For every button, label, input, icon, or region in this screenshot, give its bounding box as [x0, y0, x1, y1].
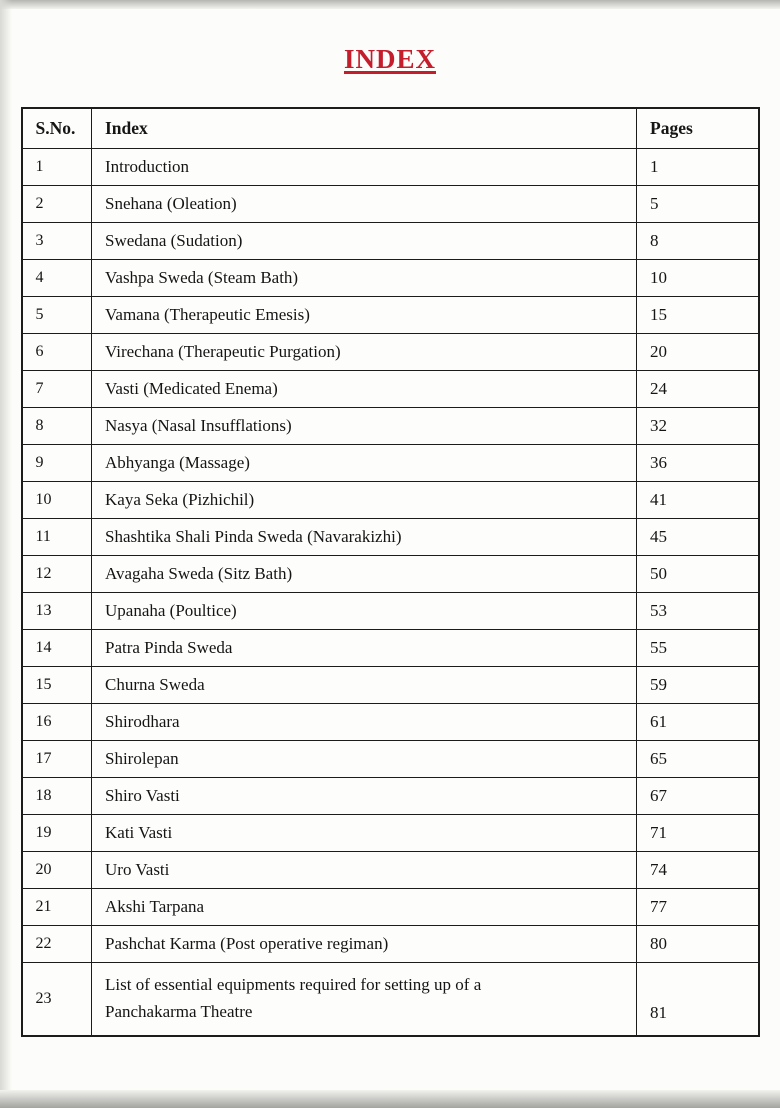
index-cell: Shashtika Shali Pinda Sweda (Navarakizhi) [92, 518, 637, 555]
table-row [22, 481, 759, 518]
pages-cell: 71 [637, 814, 759, 851]
sno-cell: 1 [22, 148, 92, 185]
sno-cell: 20 [22, 851, 92, 888]
pages-cell: 36 [637, 444, 759, 481]
table-row [22, 925, 759, 962]
index-cell: List of essential equipments required for setting up of a Panchakarma Theatre [92, 962, 637, 1036]
index-table-body [22, 148, 759, 1036]
index-cell: Vamana (Therapeutic Emesis) [92, 296, 637, 333]
index-cell: Introduction [92, 148, 637, 185]
pages-cell: 59 [637, 666, 759, 703]
pages-cell: 15 [637, 296, 759, 333]
table-row [22, 888, 759, 925]
sno-cell: 19 [22, 814, 92, 851]
column-header-sno: S.No. [22, 108, 92, 148]
sno-cell: 16 [22, 703, 92, 740]
sno-cell: 14 [22, 629, 92, 666]
index-cell: Churna Sweda [92, 666, 637, 703]
pages-cell: 1 [637, 148, 759, 185]
pages-cell: 45 [637, 518, 759, 555]
sno-cell: 9 [22, 444, 92, 481]
index-cell: Kati Vasti [92, 814, 637, 851]
index-cell: Shirodhara [92, 703, 637, 740]
pages-cell: 61 [637, 703, 759, 740]
index-cell: Vasti (Medicated Enema) [92, 370, 637, 407]
sno-cell: 10 [22, 481, 92, 518]
table-row [22, 333, 759, 370]
pages-cell: 50 [637, 555, 759, 592]
index-cell: Uro Vasti [92, 851, 637, 888]
sno-cell: 17 [22, 740, 92, 777]
sno-cell: 22 [22, 925, 92, 962]
table-row [22, 555, 759, 592]
table-row [22, 259, 759, 296]
sno-cell: 15 [22, 666, 92, 703]
index-cell: Patra Pinda Sweda [92, 629, 637, 666]
pages-cell: 32 [637, 407, 759, 444]
index-cell: Pashchat Karma (Post operative regiman) [92, 925, 637, 962]
table-row [22, 851, 759, 888]
sno-cell: 4 [22, 259, 92, 296]
sno-cell: 23 [22, 962, 92, 1036]
page-title-wrap [0, 0, 780, 75]
table-row [22, 185, 759, 222]
pages-cell: 81 [637, 962, 759, 1036]
sno-cell: 6 [22, 333, 92, 370]
pages-cell: 80 [637, 925, 759, 962]
table-row [22, 444, 759, 481]
sno-cell: 8 [22, 407, 92, 444]
index-table-head [22, 108, 759, 148]
column-header-index: Index [92, 108, 637, 148]
sno-cell: 2 [22, 185, 92, 222]
pages-cell: 67 [637, 777, 759, 814]
index-cell: Kaya Seka (Pizhichil) [92, 481, 637, 518]
sno-cell: 13 [22, 592, 92, 629]
table-row [22, 740, 759, 777]
table-row [22, 962, 759, 1036]
table-row [22, 814, 759, 851]
pages-cell: 53 [637, 592, 759, 629]
index-cell: Snehana (Oleation) [92, 185, 637, 222]
pages-cell: 24 [637, 370, 759, 407]
sno-cell: 5 [22, 296, 92, 333]
header-row [22, 108, 759, 148]
sno-cell: 11 [22, 518, 92, 555]
pages-cell: 8 [637, 222, 759, 259]
index-cell: Nasya (Nasal Insufflations) [92, 407, 637, 444]
scan-edge-bottom [0, 1090, 780, 1108]
scan-edge-left [0, 0, 12, 1108]
pages-cell: 55 [637, 629, 759, 666]
table-row [22, 777, 759, 814]
index-cell: Swedana (Sudation) [92, 222, 637, 259]
index-cell: Abhyanga (Massage) [92, 444, 637, 481]
table-row [22, 296, 759, 333]
pages-cell: 65 [637, 740, 759, 777]
index-table [21, 107, 760, 1037]
table-row [22, 703, 759, 740]
index-cell: Vashpa Sweda (Steam Bath) [92, 259, 637, 296]
table-row [22, 407, 759, 444]
sno-cell: 7 [22, 370, 92, 407]
sno-cell: 12 [22, 555, 92, 592]
scan-edge-top [0, 0, 780, 9]
table-row [22, 222, 759, 259]
pages-cell: 5 [637, 185, 759, 222]
index-cell: Akshi Tarpana [92, 888, 637, 925]
index-cell: Shiro Vasti [92, 777, 637, 814]
table-row [22, 629, 759, 666]
page-title: INDEX [343, 44, 436, 74]
pages-cell: 10 [637, 259, 759, 296]
index-cell: Virechana (Therapeutic Purgation) [92, 333, 637, 370]
sno-cell: 21 [22, 888, 92, 925]
sno-cell: 3 [22, 222, 92, 259]
table-row [22, 592, 759, 629]
pages-cell: 74 [637, 851, 759, 888]
table-row [22, 518, 759, 555]
table-row [22, 666, 759, 703]
table-row [22, 370, 759, 407]
index-cell: Avagaha Sweda (Sitz Bath) [92, 555, 637, 592]
table-row [22, 148, 759, 185]
index-cell: Shirolepan [92, 740, 637, 777]
pages-cell: 77 [637, 888, 759, 925]
pages-cell: 41 [637, 481, 759, 518]
index-cell: Upanaha (Poultice) [92, 592, 637, 629]
column-header-pages: Pages [637, 108, 759, 148]
pages-cell: 20 [637, 333, 759, 370]
sno-cell: 18 [22, 777, 92, 814]
